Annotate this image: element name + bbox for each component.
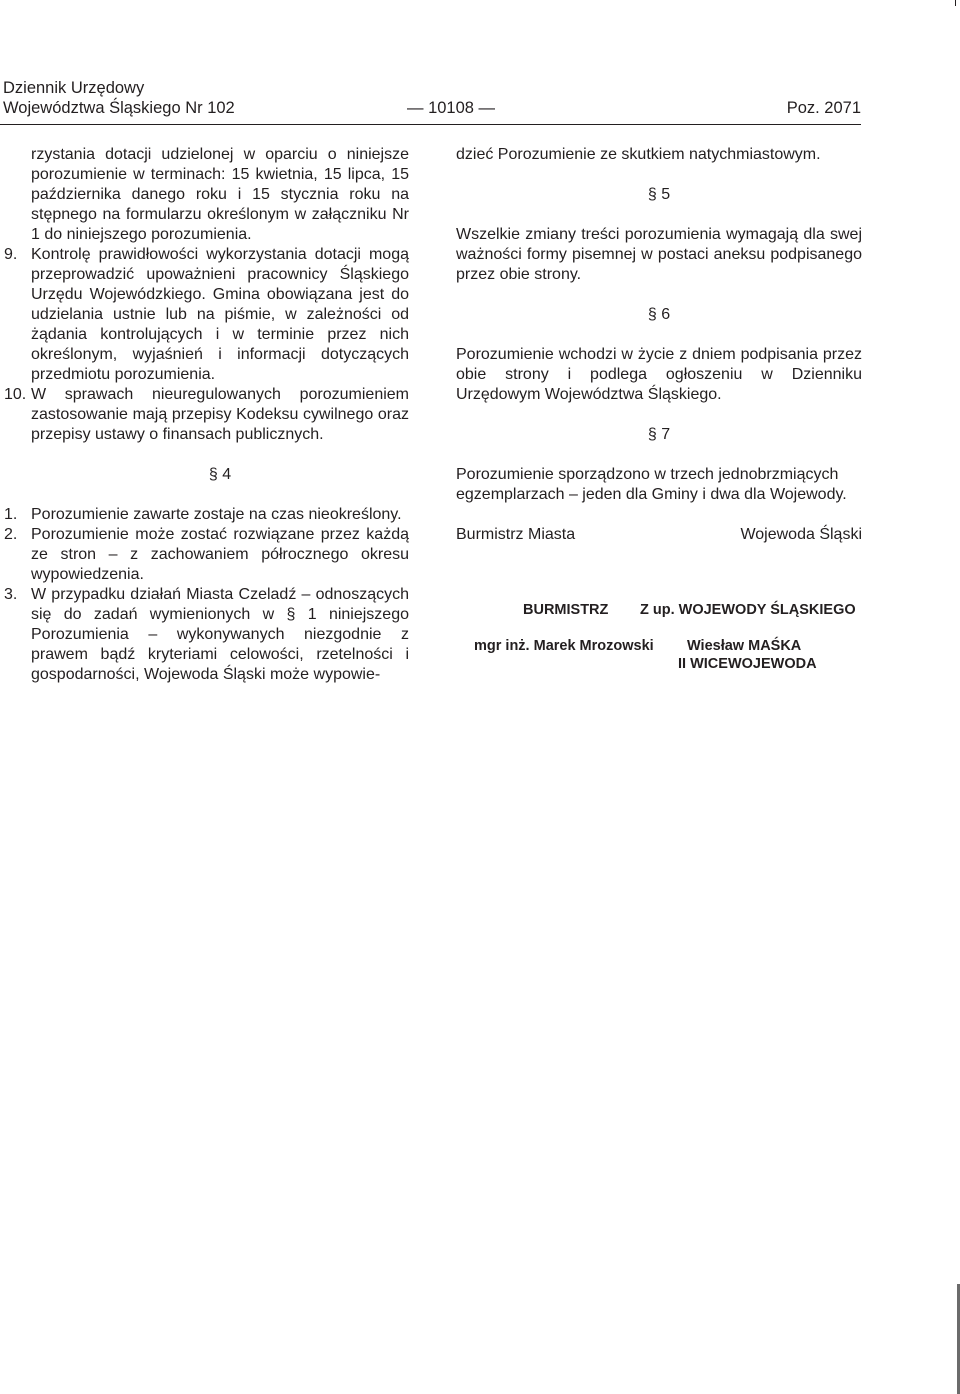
item-number: 2. — [4, 526, 18, 543]
item-text: Porozumienie może zostać rozwiązane przez każdą ze stron – z zachowaniem półrocznego okresu wypowiedzenia. — [31, 526, 409, 583]
stamp-vice-title: II WICEWOJEWODA — [678, 656, 817, 672]
position-number: Poz. 2071 — [786, 99, 861, 117]
journal-title-line1: Dziennik Urzędowy — [3, 79, 145, 97]
section-heading-7: § 7 — [647, 426, 671, 443]
list-item — [4, 245, 409, 385]
page-number: — 10108 — — [407, 99, 496, 117]
item-number: 10. — [4, 386, 27, 403]
list-item — [4, 505, 409, 525]
stamp-mayor-name: mgr inż. Marek Mrozowski — [474, 638, 654, 654]
intro-paragraph: rzystania dotacji udzielonej w oparciu o niniejsze porozumienie w terminach: 15 kwietnia, 15 lipca, 15 października danego roku i 15 stycznia roku na stępnego na formularzu określonym w załączniku Nr 1 do niniejszego porozumienia. — [31, 146, 409, 243]
section-heading-4: § 4 — [208, 466, 232, 483]
stamp-burmistrz: BURMISTRZ — [523, 602, 609, 618]
continuation-paragraph: dzieć Porozumienie ze skutkiem natychmiastowym. — [456, 146, 821, 163]
list-item — [4, 585, 409, 685]
signatories — [456, 525, 862, 545]
section-5-text: Wszelkie zmiany treści porozumienia wymagają dla swej ważności formy pisemnej w postaci aneksu podpisanego przez obie strony. — [456, 226, 862, 283]
list-item — [4, 525, 409, 585]
stamp-vice-name: Wiesław MAŚKA — [687, 638, 802, 654]
section-6-text: Porozumienie wchodzi w życie z dniem podpisania przez obie strony i podlega ogłoszeniu w Dzienniku Urzędowym Województwa Śląskiego. — [456, 346, 862, 403]
scan-mark — [955, 0, 956, 6]
journal-title-line2: Województwa Śląskiego Nr 102 — [3, 99, 235, 117]
item-text: Porozumienie zawarte zostaje na czas nieokreślony. — [31, 506, 402, 523]
signatory-left: Burmistrz Miasta — [456, 526, 576, 543]
section-7-text: Porozumienie sporządzono w trzech jednobrzmiących egzemplarzach – jeden dla Gminy i dwa dla Wojewody. — [456, 466, 847, 503]
item-text: W sprawach nieuregulowanych porozumieniem zastosowanie mają przepisy Kodeksu cywilnego oraz przepisy ustawy o finansach publicznych. — [31, 386, 409, 443]
journal-title — [3, 78, 235, 118]
stamp-z-up: Z up. WOJEWODY ŚLĄSKIEGO — [640, 602, 856, 618]
signatory-right: Wojewoda Śląski — [740, 526, 862, 543]
right-column — [456, 145, 862, 545]
section-heading-5: § 5 — [647, 186, 671, 203]
spacer — [456, 505, 862, 525]
item-number: 9. — [4, 246, 18, 263]
section-heading-6: § 6 — [647, 306, 671, 323]
item-text: W przypadku działań Miasta Czeladź – odnoszących się do zadań wymienionych w § 1 niniejszego Porozumienia – wykonywanych niezgodnie z prawem bądź kryteriami celowości, rzetelności i gospodarności, Wojewoda Śląski może wypowie- — [31, 586, 409, 683]
header-rule — [0, 124, 861, 125]
item-number: 1. — [4, 506, 18, 523]
item-number: 3. — [4, 586, 18, 603]
left-column — [4, 145, 409, 685]
list-item — [4, 385, 409, 445]
item-text: Kontrolę prawidłowości wykorzystania dotacji mogą przeprowadzić upoważnieni pracownicy Śląskiego Urzędu Wojewódzkiego. Gmina obowiązana jest do udzielania ustnie lub na piśmie, w zależności od żądania kontrolujących i w terminie przez nich określonym, wyjaśnień i informacji dotyczących przedmiotu porozumienia. — [31, 246, 409, 383]
